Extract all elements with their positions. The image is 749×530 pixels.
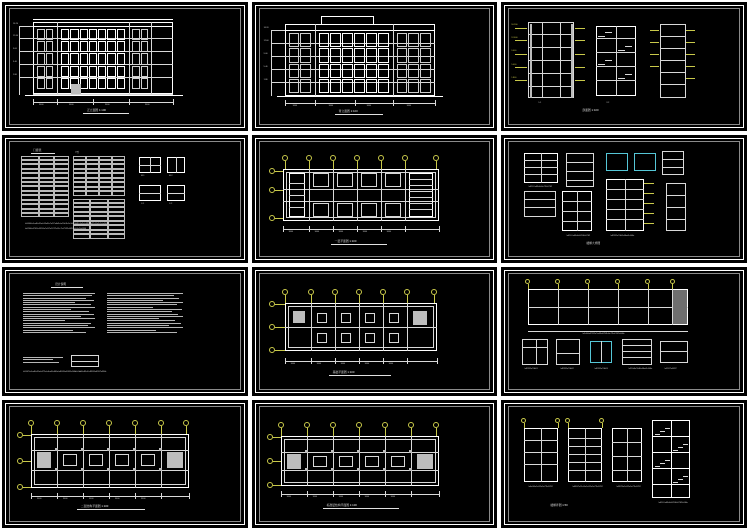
ground-line [25,95,183,96]
sheet-7-canvas: 设计说明 \u5907\u6ce8\uff1a\u672a\u6ce8\u660e\u8005\u6309\u56fd\u5bb6\u89c4\u8303\u6267\u884c [11,275,239,388]
sheet-6-stair-detail[interactable] [501,135,747,264]
column-marker [357,450,360,453]
room-box [313,173,329,187]
notes-title: 设计说明 [55,282,67,286]
stair-slab [287,454,301,469]
sheet-9-roof-structure[interactable] [501,267,747,396]
sheet-title: 标准层结构平面图 1:100 [326,502,357,507]
section-mid-label: 2-2 [606,102,610,104]
slab-panel [339,456,353,467]
room-box [385,203,401,217]
slab-panel [89,454,103,466]
table-header-label: 类型 [75,151,80,154]
sheet-2-elevation[interactable] [252,2,498,131]
sheet-title: 正立面图 1:100 [87,108,106,112]
column-marker [133,448,136,451]
stair-slab [37,452,51,468]
column-marker [55,468,58,471]
column-marker [81,468,84,471]
sheet-title: 一层平面图 1:100 [334,238,357,243]
sheet-10-canvas: 3600 3600 3600 3600 3600 二层结构平面图 1:100 [11,408,239,521]
sheet-7-notes[interactable] [2,267,248,396]
room-box [385,173,401,187]
detail-node-c [662,151,684,175]
sheet-title: 背立面图 1:100 [338,109,358,113]
notes-column-right [107,293,183,334]
column-marker [305,450,308,453]
sheet-title: 楼梯详图 1:50 [550,502,568,507]
sheet-1-canvas: 16.20 12.60 9.00 5.40 1.80 3600 3600 3600 3600 正立面图 1:100 [11,10,239,123]
column-marker [133,468,136,471]
detail-node-4 [622,339,652,365]
sheet-3-section[interactable] [501,2,747,131]
sheet-9-canvas: \u5c4b\u9762\u7ed3\u6784\u5e73\u9762\u56fe \u8282\u70b91 \u8282\u70b92 \u8282\u70b93 \u914d\u7b4b\u8be6\u56fe \u5927\u6837 [510,275,738,388]
room-box [337,203,353,217]
window-grid-left [37,29,53,89]
column-marker [159,468,162,471]
sheet-6-canvas: \u697c\u68af\u5e73\u9762 \u697c\u68af\u5256\u9762 \u8282\u70b9\u8be6\u56fe 楼梯大样图 [510,143,738,256]
column-marker [305,468,308,471]
section-left-label: 1-1 [538,102,542,104]
sheet-11-canvas: 3600 3600 3600 3600 3600 标准层结构平面图 1:100 [261,408,489,521]
room-box [313,203,329,217]
window-grid-main [319,33,389,93]
detail-node-b [634,153,656,171]
sheet-3-canvas: 16.200 12.600 9.000 5.400 1.800 1-1 2-2 剖面图 1:100 [510,10,738,123]
window-grid-main [61,29,125,89]
column-marker [409,468,412,471]
column-marker [357,468,360,471]
notes-column-left [23,293,95,334]
column-marker [383,468,386,471]
sheet-title: 二层结构平面图 1:100 [81,503,109,508]
sheet-1-elevation[interactable] [2,2,248,131]
window-grid-right [132,29,148,89]
detail-node-5 [660,341,688,363]
column-marker [331,468,334,471]
sheet-12-canvas: \u4e00\u5c42\u5e73\u9762 \u6807\u51c6\u5c42\u5e73\u9762 \u9876\u5c42\u5e73\u9762 \u697c\u68af\u5256\u9762\u56fe 楼梯详图 1:50 [510,408,738,521]
detail-node-d [524,191,556,217]
sheet-title: 基础平面图 1:100 [332,370,355,374]
stair-slab [167,452,183,468]
window-grid-right [397,33,431,93]
sheet-12-stair-detail[interactable] [501,400,747,529]
sheet-8-foundation-plan[interactable] [252,267,498,396]
column-marker [107,468,110,471]
column-marker [383,450,386,453]
window-grid-left [289,33,311,93]
column-marker [409,450,412,453]
sheet-10-structural-plan[interactable] [2,400,248,529]
slab-panel [391,456,405,467]
schedule-table-right-2 [73,199,125,239]
room-box [361,173,377,187]
stair-elev-a [566,153,594,187]
notes-footnote [23,357,63,364]
slab-panel [313,456,327,467]
footing-pad [413,311,427,325]
slab-panel [115,454,129,466]
footing-pad [317,333,327,343]
column-marker [159,448,162,451]
column-marker [81,448,84,451]
footing-pad [365,313,375,323]
sheet-2-canvas: 16.20 12.60 9.00 5.40 1.80 3600 3600 3600 3600 背立面图 1:100 [261,10,489,123]
sheet-5-canvas: 3600 3600 3600 3600 3600 一层平面图 1:100 [261,143,489,256]
footing-pad [341,333,351,343]
slab-panel [365,456,379,467]
sheet-8-canvas: 3600 3600 3600 3600 3600 基础平面图 1:100 [261,275,489,388]
roof-core-hatch [673,290,687,324]
room-box [361,203,377,217]
schedule-title: 门窗表 [33,147,42,152]
detail-node-1 [522,339,548,365]
sheet-5-floor-plan[interactable] [252,135,498,264]
footing-pad [389,333,399,343]
sheet-title: 剖面图 1:100 [582,108,599,112]
sheet-11-structural-plan[interactable] [252,400,498,529]
footing-pad [293,311,305,323]
sheet-4-schedule[interactable] [2,135,248,264]
detail-node-a [606,153,628,171]
detail-node-2 [556,339,580,365]
footing-pad [341,313,351,323]
slab-panel [141,454,155,466]
footing-pad [317,313,327,323]
stair-slab [417,454,433,469]
entrance-door [71,84,81,94]
footing-pad [365,333,375,343]
schedule-table-left [21,156,69,218]
footing-pad [389,313,399,323]
parapet-line [33,19,173,20]
schedule-table-right [73,156,125,196]
room-box [337,173,353,187]
roof-band [33,26,173,27]
sheet-4-canvas: 门窗表 类型 M-1 M-2 C-1 C-2 \u9644\u6ce8\uff1a\u95e8\u7a97\u6d1e\u53e3\u5c3a\u5bf8\u4e3a\u6807\u51c6\u5c3a\u5bf8 \u6240\u6709\u5916\u7a97\u5747\u91c7\u7528\u5851\u94a2\u6846 [11,143,239,256]
column-marker [55,448,58,451]
ground-line [277,96,443,97]
sheet-title: 楼梯大样图 [586,240,601,245]
column-marker [107,448,110,451]
column-marker [331,450,334,453]
slab-panel [63,454,77,466]
